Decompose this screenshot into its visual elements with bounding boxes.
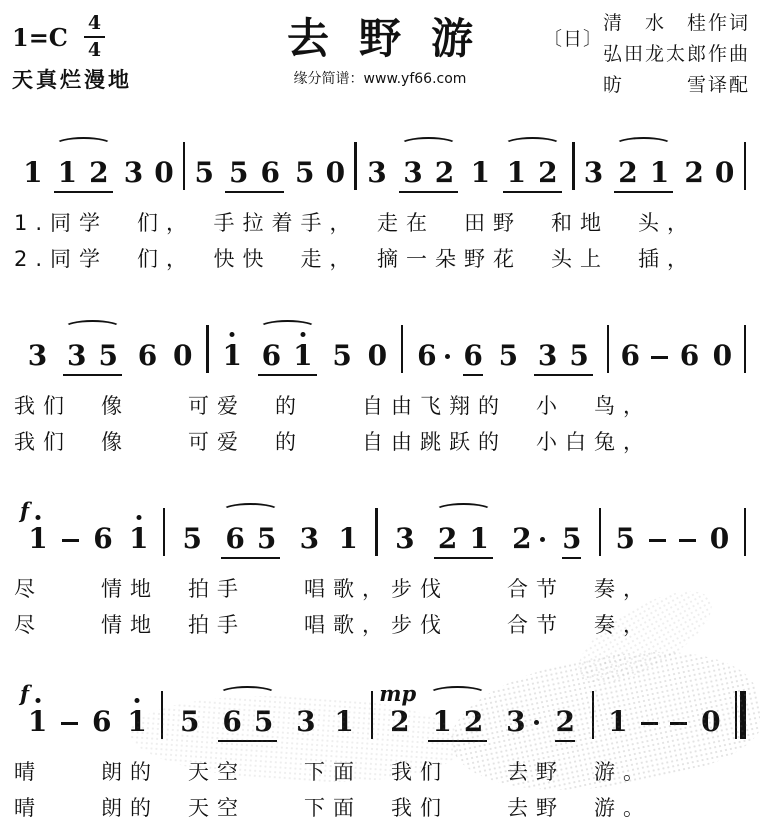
note-digit: 5 xyxy=(194,156,214,189)
single-note xyxy=(26,705,49,738)
single-note xyxy=(220,339,243,372)
measure xyxy=(163,705,371,738)
note-digit: 6 xyxy=(620,339,640,372)
lyrics-block xyxy=(10,205,750,277)
note-digit: 6 xyxy=(679,339,700,372)
duration-dash xyxy=(61,722,78,737)
single-note xyxy=(90,705,113,738)
note-digit: 1 xyxy=(432,705,452,738)
slur-arc xyxy=(219,686,276,701)
lyricist-credit: 清 水 桂作词 xyxy=(602,12,750,34)
note-digit: 2 xyxy=(463,705,484,738)
dynamic-marking: f xyxy=(20,498,30,523)
dash-glyph xyxy=(651,356,668,360)
note-digit: 5 xyxy=(561,522,582,555)
single-note xyxy=(26,339,49,372)
slur-arc xyxy=(400,137,457,152)
note-row xyxy=(10,480,750,563)
note-digit: 3 xyxy=(27,339,48,372)
duration-dash xyxy=(670,722,687,737)
slur-arc xyxy=(615,137,672,152)
barline xyxy=(744,142,747,190)
lyric-line: 晴 朗的 天空 下面 我们 去野 游。 xyxy=(14,760,652,784)
lyrics-block xyxy=(10,571,750,643)
single-note xyxy=(504,705,538,738)
note-digit: 1 xyxy=(57,156,78,189)
single-note xyxy=(127,522,150,555)
note-digit: 2 xyxy=(538,156,558,189)
measure xyxy=(609,339,743,372)
beamed-note-group xyxy=(397,156,460,189)
beamed-note-group xyxy=(501,156,564,189)
measure xyxy=(594,705,734,738)
note-digit: 3 xyxy=(395,522,415,555)
score-line xyxy=(10,480,750,643)
dynamic-marking: f xyxy=(20,681,30,706)
note-digit: 0 xyxy=(325,156,346,189)
note-digit: 2 xyxy=(555,705,575,738)
note-digit: 1 xyxy=(338,522,358,555)
note-digit: 0 xyxy=(367,339,388,372)
note-digit: 3 xyxy=(296,705,316,738)
duration-dash xyxy=(649,539,666,554)
note-digit: 1 xyxy=(506,156,527,189)
beamed-note-group xyxy=(52,156,115,189)
note-digit: 2 xyxy=(437,522,458,555)
lyric-line: 我们 像 可爱 的 自由跳跃的 小白兔， xyxy=(14,430,652,454)
single-note xyxy=(122,156,145,189)
measure xyxy=(185,156,354,189)
measure xyxy=(14,156,183,189)
beamed-note-group xyxy=(61,339,124,372)
single-note xyxy=(560,522,583,555)
lyrics-block xyxy=(10,754,750,826)
note-digit: 6 xyxy=(137,339,158,372)
note-digit: 0 xyxy=(701,705,721,738)
duration-dash xyxy=(651,356,668,371)
note-digit: 6 xyxy=(261,339,282,372)
single-note xyxy=(91,522,114,555)
augmentation-dot xyxy=(540,537,545,542)
measure xyxy=(14,339,206,372)
note-digit: 2 xyxy=(390,705,410,738)
score-line xyxy=(10,663,750,826)
dash-glyph xyxy=(61,722,78,726)
single-note xyxy=(582,156,605,189)
note-digit: 3 xyxy=(66,339,87,372)
note-digit: 2 xyxy=(512,522,532,555)
duration-dash xyxy=(62,539,79,554)
single-note xyxy=(553,705,576,738)
note-digit: 5 xyxy=(256,522,277,555)
single-note xyxy=(393,522,416,555)
single-note xyxy=(26,522,49,555)
slur-arc xyxy=(55,137,112,152)
note-digit: 5 xyxy=(332,339,352,372)
score xyxy=(10,114,750,826)
single-note xyxy=(682,156,705,189)
note-row xyxy=(10,114,750,197)
dash-glyph xyxy=(679,539,696,543)
single-note xyxy=(181,522,204,555)
note-digit: 5 xyxy=(295,156,315,189)
single-note xyxy=(178,705,201,738)
composer-credit: 弘田龙太郎作曲 xyxy=(602,43,750,65)
dash-glyph xyxy=(670,722,687,726)
rest-note xyxy=(713,156,736,189)
note-high-octave: 1 xyxy=(27,705,48,738)
note-high-octave: 1 xyxy=(222,339,242,372)
slur-arc xyxy=(435,503,492,518)
note-digit: 3 xyxy=(506,705,526,738)
single-note xyxy=(330,339,353,372)
key-and-meter xyxy=(12,14,105,60)
slur-arc xyxy=(429,686,486,701)
tempo-mood-text: 天真烂漫地 xyxy=(12,68,132,92)
note-digit: 3 xyxy=(367,156,387,189)
nationality-bracket: 〔日〕 xyxy=(542,28,603,50)
dynamic-marking: mp xyxy=(379,681,417,706)
single-note xyxy=(606,705,629,738)
note-digit: 5 xyxy=(498,339,519,372)
credit-column xyxy=(603,8,750,101)
note-digit: 0 xyxy=(154,156,174,189)
final-double-barline xyxy=(735,691,747,739)
duration-dash xyxy=(679,539,696,554)
note-digit: 5 xyxy=(182,522,203,555)
beamed-note-group xyxy=(532,339,595,372)
note-digit: 6 xyxy=(225,522,245,555)
lyric-line: 尽 情地 拍手 唱歌，步伐 合节 奏， xyxy=(14,613,652,637)
note-digit: 3 xyxy=(123,156,144,189)
note-digit: 5 xyxy=(615,522,635,555)
note-digit: 1 xyxy=(608,705,628,738)
lyric-line: 2.同学 们， 快快 走， 摘一朵野花 头上 插， xyxy=(14,247,697,271)
key-signature: 1=C xyxy=(12,22,68,52)
slur-arc xyxy=(64,320,121,335)
measure xyxy=(357,156,572,189)
rest-note xyxy=(152,156,175,189)
single-note xyxy=(136,339,159,372)
note-digit: 6 xyxy=(92,705,112,738)
beamed-note-group xyxy=(426,705,489,738)
note-digit: 3 xyxy=(403,156,423,189)
dash-glyph xyxy=(62,539,79,543)
note-digit: 1 xyxy=(470,156,491,189)
note-high-octave: 1 xyxy=(128,522,149,555)
measure xyxy=(378,522,599,555)
dash-glyph xyxy=(641,722,658,726)
note-digit: 5 xyxy=(180,705,200,738)
single-note xyxy=(192,156,215,189)
measure xyxy=(373,681,592,738)
single-note xyxy=(618,339,641,372)
single-note xyxy=(294,705,317,738)
note-digit: 1 xyxy=(469,522,489,555)
beamed-note-group xyxy=(432,522,495,555)
measure xyxy=(14,498,163,555)
note-digit: 2 xyxy=(89,156,109,189)
beamed-note-group xyxy=(219,522,282,555)
note-digit: 3 xyxy=(583,156,604,189)
single-note xyxy=(125,705,148,738)
note-digit: 2 xyxy=(434,156,455,189)
note-digit: 5 xyxy=(569,339,589,372)
note-high-octave: 1 xyxy=(127,705,147,738)
beamed-note-group xyxy=(612,156,675,189)
measure xyxy=(209,339,401,372)
note-row xyxy=(10,297,750,380)
single-note xyxy=(678,339,701,372)
credits-block xyxy=(543,8,750,101)
single-note xyxy=(388,705,411,738)
note-high-octave: 1 xyxy=(287,342,318,370)
note-high-octave: 1 xyxy=(28,522,48,555)
measure xyxy=(403,339,606,372)
single-note xyxy=(298,522,321,555)
lyric-line: 1.同学 们， 手拉着手， 走在 田野 和地 头， xyxy=(14,211,697,235)
time-signature-denominator: 4 xyxy=(87,39,102,61)
single-note xyxy=(293,156,316,189)
barline xyxy=(744,508,747,556)
measure xyxy=(601,522,743,555)
duration-dash xyxy=(641,722,658,737)
note-digit: 3 xyxy=(299,522,320,555)
measure xyxy=(575,156,744,189)
score-line xyxy=(10,297,750,460)
beamed-note-group xyxy=(223,156,286,189)
note-digit: 5 xyxy=(98,339,118,372)
single-note xyxy=(415,339,449,372)
rest-note xyxy=(708,522,731,555)
time-signature xyxy=(84,14,105,60)
time-signature-numerator: 4 xyxy=(84,14,105,38)
single-note xyxy=(21,156,44,189)
song-title: 去野游 xyxy=(286,14,504,63)
single-note xyxy=(497,339,520,372)
single-note xyxy=(510,522,544,555)
translator-credit: 昉 雪译配 xyxy=(602,74,750,96)
slur-arc xyxy=(222,503,279,518)
barline xyxy=(744,325,747,373)
note-digit: 2 xyxy=(618,156,638,189)
rest-note xyxy=(711,339,734,372)
note-digit: 3 xyxy=(537,339,558,372)
note-digit: 1 xyxy=(649,156,670,189)
rest-note xyxy=(171,339,194,372)
measure xyxy=(165,522,375,555)
note-digit: 5 xyxy=(253,705,274,738)
note-digit: 0 xyxy=(714,156,735,189)
note-digit: 0 xyxy=(709,522,730,555)
note-digit: 0 xyxy=(712,339,733,372)
lyric-line: 我们 像 可爱 的 自由飞翔的 小 鸟， xyxy=(14,394,652,418)
site-watermark-text: 缘分简谱：www.yf66.com xyxy=(293,71,467,87)
dash-glyph xyxy=(649,539,666,543)
score-line xyxy=(10,114,750,277)
augmentation-dot xyxy=(445,354,450,359)
note-digit: 6 xyxy=(93,522,113,555)
note-digit: 6 xyxy=(417,339,437,372)
note-digit: 1 xyxy=(23,156,43,189)
header xyxy=(10,6,750,110)
note-digit: 2 xyxy=(684,156,704,189)
measure xyxy=(14,681,161,738)
note-digit: 5 xyxy=(229,156,249,189)
lyric-line: 晴 朗的 天空 下面 我们 去野 游。 xyxy=(14,796,652,820)
note-digit: 6 xyxy=(463,339,483,372)
lyric-line: 尽 情地 拍手 唱歌，步伐 合节 奏， xyxy=(14,577,652,601)
single-note xyxy=(336,522,359,555)
rest-note xyxy=(366,339,389,372)
rest-note xyxy=(699,705,722,738)
note-row xyxy=(10,663,750,746)
slur-arc xyxy=(504,137,561,152)
rest-note xyxy=(324,156,347,189)
single-note xyxy=(461,339,484,372)
augmentation-dot xyxy=(534,720,539,725)
beamed-note-group xyxy=(256,339,319,372)
note-digit: 6 xyxy=(260,156,280,189)
note-digit: 0 xyxy=(172,339,193,372)
single-note xyxy=(469,156,492,189)
note-digit: 1 xyxy=(334,705,354,738)
slur-arc xyxy=(259,320,316,335)
single-note xyxy=(365,156,388,189)
beamed-note-group xyxy=(216,705,279,738)
single-note xyxy=(614,522,637,555)
lyrics-block xyxy=(10,388,750,460)
note-digit: 6 xyxy=(222,705,242,738)
single-note xyxy=(332,705,355,738)
